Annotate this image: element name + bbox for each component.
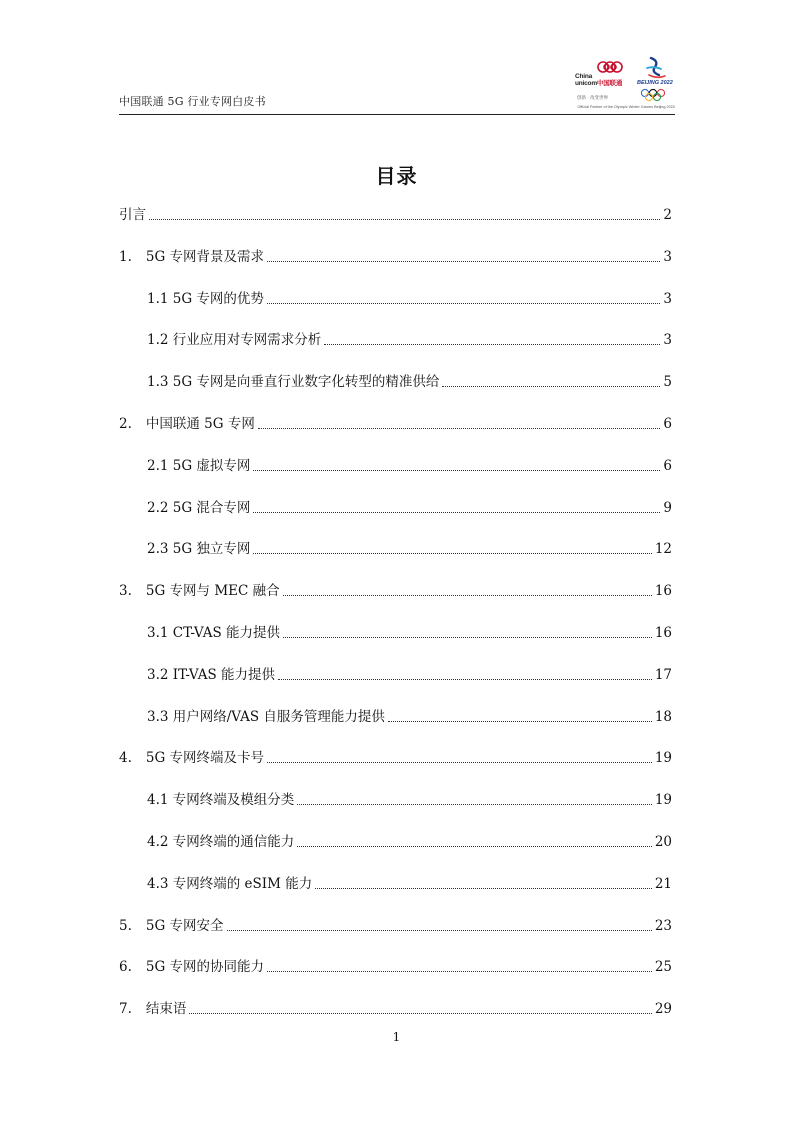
- toc-entry-title: 2.1 5G 虚拟专网: [147, 457, 251, 474]
- toc-entry-title: 4.3 专网终端的 eSIM 能力: [147, 875, 313, 892]
- toc-dot-leader: [253, 552, 651, 554]
- toc-entry[interactable]: [119, 200, 672, 224]
- toc-entry-page: 3: [663, 290, 672, 307]
- toc-entry[interactable]: [147, 785, 672, 809]
- page-number: 1: [392, 1030, 401, 1044]
- toc-entry-title: 5G 专网的协同能力: [145, 959, 265, 976]
- toc-entry-number: 6.: [119, 959, 132, 976]
- toc-entry-page: 23: [654, 917, 672, 934]
- toc-entry-title: 4.2 专网终端的通信能力: [147, 834, 295, 850]
- toc-dot-leader: [283, 594, 652, 596]
- toc-dot-leader: [442, 385, 660, 387]
- toc-entry[interactable]: [119, 242, 672, 266]
- toc-entry-number: 2.: [119, 416, 132, 432]
- toc-entry[interactable]: [119, 952, 672, 976]
- toc-entry-title: 1.1 5G 专网的优势: [147, 290, 264, 307]
- toc-entry[interactable]: [147, 618, 672, 642]
- toc-dot-leader: [253, 511, 660, 513]
- toc-entry[interactable]: [147, 660, 672, 684]
- toc-dot-leader: [278, 678, 652, 680]
- toc-entry[interactable]: [147, 325, 672, 349]
- toc-entry[interactable]: [147, 869, 672, 893]
- toc-dot-leader: [267, 970, 652, 972]
- toc-entry-number: 1.: [119, 248, 132, 265]
- toc-dot-leader: [388, 720, 652, 722]
- page-header: [119, 50, 675, 115]
- toc-dot-leader: [149, 218, 660, 220]
- toc-entry-page: 6: [663, 457, 672, 474]
- toc-entry-number: 4.: [119, 750, 132, 767]
- unicom-wordmark: [575, 73, 622, 87]
- toc-entry[interactable]: [147, 493, 672, 517]
- toc-entry-page: 3: [663, 248, 672, 265]
- toc-entry-page: 29: [654, 1001, 672, 1018]
- toc-entry-title: 5G 专网与 MEC 融合: [145, 583, 280, 600]
- toc-entry[interactable]: [119, 409, 672, 433]
- toc-dot-leader: [283, 636, 652, 638]
- toc-entry-title: 5G 专网背景及需求: [145, 248, 265, 265]
- toc-entry[interactable]: [119, 576, 672, 600]
- toc-dot-leader: [258, 427, 661, 429]
- toc-entry-title: 1.2 行业应用对专网需求分析: [147, 332, 322, 349]
- toc-entry-page: 21: [654, 875, 672, 892]
- toc-entry-page: 6: [663, 416, 672, 432]
- toc-entry[interactable]: [147, 451, 672, 475]
- toc-entry-page: 16: [654, 583, 672, 600]
- toc-entry[interactable]: [119, 994, 672, 1018]
- toc-entry-page: 16: [654, 625, 672, 641]
- unicom-slogan: 创新 · 改变世界: [577, 95, 608, 100]
- unicom-brand-cn: 中国联通: [596, 80, 623, 87]
- header-logos: [575, 55, 675, 111]
- toc-dot-leader: [267, 761, 652, 763]
- toc-dot-leader: [315, 887, 652, 889]
- toc-dot-leader: [324, 343, 660, 345]
- toc-entry-page: 12: [654, 541, 672, 558]
- toc-title: 目录: [375, 164, 418, 188]
- toc-entry-number: 7.: [119, 1001, 132, 1018]
- toc-entry-title: 1.3 5G 专网是向垂直行业数字化转型的精准供给: [147, 374, 440, 391]
- toc-entry[interactable]: [147, 367, 672, 391]
- toc-entry-title: 3.3 用户网络/VAS 自服务管理能力提供: [147, 708, 385, 725]
- toc-entry-number: 3.: [119, 583, 132, 600]
- toc-entry-title: 结束语: [145, 1001, 187, 1018]
- beijing-2022-logo: [637, 55, 677, 107]
- toc-entry-page: 19: [654, 750, 672, 767]
- toc-entry-page: 18: [654, 708, 672, 725]
- toc-entry-title: 5G 专网安全: [145, 917, 224, 934]
- toc-entry[interactable]: [147, 284, 672, 308]
- toc-entry-number: 5.: [119, 917, 132, 934]
- toc-entry-title: 4.1 专网终端及模组分类: [147, 792, 295, 809]
- toc-dot-leader: [267, 260, 660, 262]
- toc-entry[interactable]: [147, 702, 672, 726]
- toc-entry-page: 9: [663, 499, 672, 516]
- toc-entry[interactable]: [147, 534, 672, 558]
- beijing-emblem-icon: [637, 55, 677, 103]
- toc-entry[interactable]: [119, 743, 672, 767]
- toc-entry-page: 17: [654, 666, 672, 683]
- toc-entry-page: 20: [654, 834, 672, 850]
- toc-entry-page: 3: [663, 332, 672, 349]
- china-unicom-logo: [575, 59, 633, 103]
- beijing-2022-text: BEIJING 2022: [637, 80, 673, 86]
- toc-entry[interactable]: [147, 827, 672, 851]
- toc-entry-page: 2: [663, 207, 672, 223]
- toc-dot-leader: [227, 929, 652, 931]
- toc-dot-leader: [297, 803, 652, 805]
- toc-entry[interactable]: [119, 911, 672, 935]
- toc-entry-title: 3.2 IT-VAS 能力提供: [147, 666, 276, 683]
- unicom-brand-en-1: China: [575, 73, 593, 80]
- toc-entry-title: 2.3 5G 独立专网: [147, 541, 251, 558]
- toc-entry-title: 引言: [119, 207, 146, 223]
- toc-entry-title: 2.2 5G 混合专网: [147, 499, 251, 516]
- toc-dot-leader: [297, 845, 652, 847]
- toc-entry-title: 中国联通 5G 专网: [145, 416, 255, 432]
- toc-dot-leader: [253, 469, 660, 471]
- toc-entry-page: 19: [654, 792, 672, 809]
- unicom-brand-en-2: unicom: [575, 80, 597, 87]
- toc-dot-leader: [189, 1012, 651, 1014]
- toc-entry-page: 5: [663, 374, 672, 391]
- toc-entry-page: 25: [654, 959, 672, 976]
- olympic-partner-text: Official Partner of the Olympic Winter Games Beijing 2022: [577, 105, 675, 109]
- toc-dot-leader: [267, 302, 660, 304]
- toc-entry-title: 5G 专网终端及卡号: [145, 750, 265, 767]
- toc-entry-title: 3.1 CT-VAS 能力提供: [147, 625, 281, 641]
- header-title: 中国联通 5G 行业专网白皮书: [119, 95, 266, 108]
